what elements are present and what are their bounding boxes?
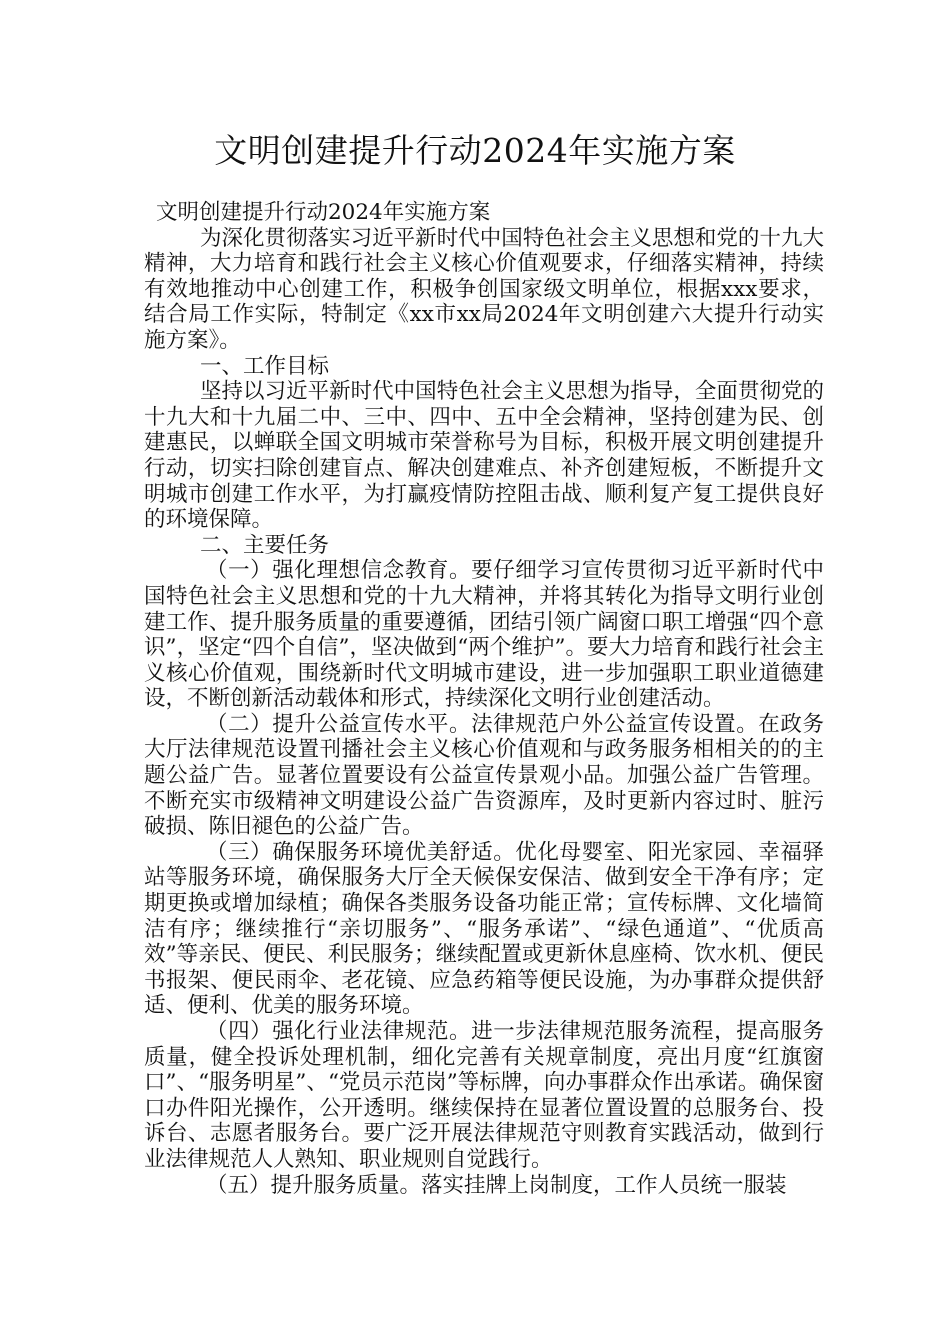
document-title: 文明创建提升行动2024年实施方案 xyxy=(214,131,736,170)
task-paragraph-1: （一）强化理想信念教育。要仔细学习宣传贯彻习近平新时代中国特色社会主义思想和党的十九大精神，并将其转化为指导文明行业创建工作、提升服务质量的重要遵循，团结引领广阔窗口职工增强“四个意识”，坚定“四个自信”，坚决做到“两个维护”。要大力培育和践行社会主义核心价值观，围绕新时代文明城市建设，进一步加强职工职业道德建设，不断创新活动载体和形式，持续深化文明行业创建活动。 xyxy=(144,558,824,712)
task-paragraph-4: （四）强化行业法律规范。进一步法律规范服务流程，提高服务质量，健全投诉处理机制，细化完善有关规章制度，亮出月度“红旗窗口”、“服务明星”、“党员示范岗”等标牌，向办事群众作出承诺。确保窗口办件阳光操作，公开透明。继续保持在显著位置设置的总服务台、投诉台、志愿者服务台。要广泛开展法律规范守则教育实践活动，做到行业法律规范人人熟知、职业规则自觉践行。 xyxy=(144,1019,824,1172)
section-heading-tasks: 二、主要任务 xyxy=(200,532,330,558)
task-paragraph-5: （五）提升服务质量。落实挂牌上岗制度，工作人员统一服装 xyxy=(206,1172,787,1198)
section-heading-goals: 一、工作目标 xyxy=(200,353,330,379)
document-body xyxy=(144,200,824,1198)
document-subtitle: 文明创建提升行动2024年实施方案 xyxy=(156,200,491,225)
task-paragraph-3: （三）确保服务环境优美舒适。优化母婴室、阳光家园、幸福驿站等服务环境，确保服务大厅全天候保安保洁、做到安全干净有序；定期更换或增加绿植；确保各类服务设备功能正常；宣传标牌、文化墙简洁有序；继续推行“亲切服务”、“服务承诺”、“绿色通道”、“优质高效”等亲民、便民、利民服务；继续配置或更新休息座椅、饮水机、便民书报架、便民雨伞、老花镜、应急药箱等便民设施，为办事群众提供舒适、便利、优美的服务环境。 xyxy=(144,839,824,1019)
intro-paragraph: 为深化贯彻落实习近平新时代中国特色社会主义思想和党的十九大精神，大力培育和践行社会主义核心价值观要求，仔细落实精神，持续有效地推动中心创建工作，积极争创国家级文明单位，根据xxx要求，结合局工作实际，特制定《xx市xx局2024年文明创建六大提升行动实施方案》。 xyxy=(144,225,824,353)
goals-paragraph: 坚持以习近平新时代中国特色社会主义思想为指导，全面贯彻党的十九大和十九届二中、三中、四中、五中全会精神，坚持创建为民、创建惠民，以蝉联全国文明城市荣誉称号为目标，积极开展文明创建提升行动，切实扫除创建盲点、解决创建难点、补齐创建短板，不断提升文明城市创建工作水平，为打赢疫情防控阻击战、顺利复产复工提供良好的环境保障。 xyxy=(144,379,824,533)
task-paragraph-2: （二）提升公益宣传水平。法律规范户外公益宣传设置。在政务大厅法律规范设置刊播社会主义核心价值观和与政务服务相相关的的主题公益广告。显著位置要设有公益宣传景观小品。加强公益广告管理。不断充实市级精神文明建设公益广告资源库，及时更新内容过时、脏污破损、陈旧褪色的公益广告。 xyxy=(144,711,824,840)
